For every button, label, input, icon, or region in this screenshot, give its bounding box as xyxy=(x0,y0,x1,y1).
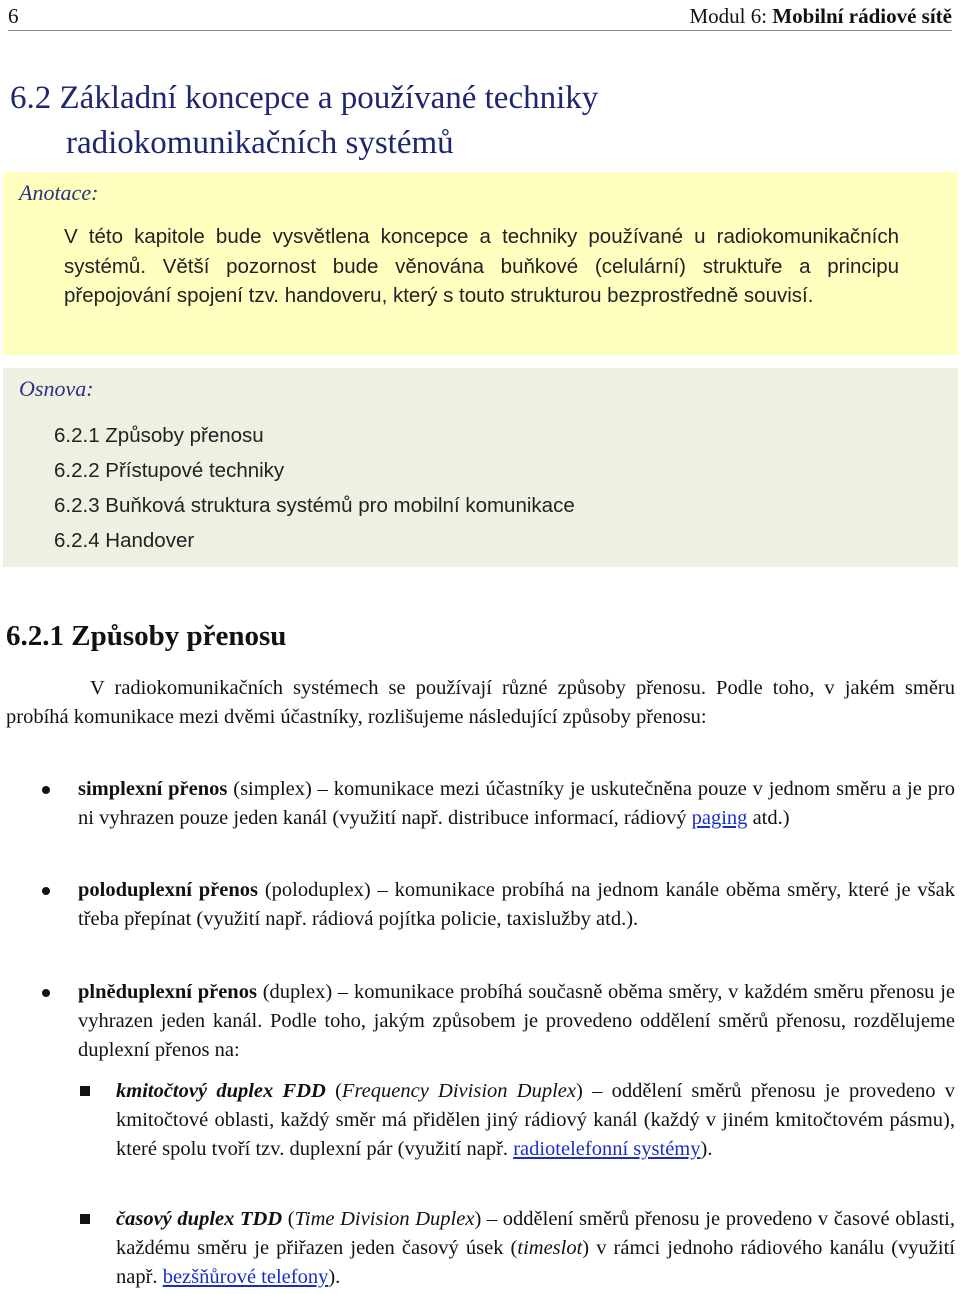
bullet-dot xyxy=(42,989,50,997)
outline-box xyxy=(3,368,958,567)
timeslot-term: timeslot xyxy=(517,1237,583,1259)
term: poloduplexní přenos xyxy=(78,879,258,901)
bullet-text: ). xyxy=(328,1266,341,1288)
term-expansion: Time Division Duplex xyxy=(294,1208,475,1230)
annotation-label: Anotace: xyxy=(19,180,99,205)
module-title xyxy=(689,4,952,29)
term: simplexní přenos xyxy=(78,778,228,800)
term: kmitočtový duplex FDD xyxy=(116,1080,326,1102)
bullet-simplex xyxy=(78,775,955,833)
radiotelephone-link[interactable]: radiotelefonní systémy xyxy=(513,1138,701,1160)
module-prefix: Modul 6: xyxy=(689,4,773,28)
module-name: Mobilní rádiové sítě xyxy=(772,4,952,28)
paging-link[interactable]: paging xyxy=(691,807,748,829)
square-bullet xyxy=(80,1086,90,1096)
square-bullet xyxy=(80,1214,90,1224)
term: časový duplex TDD xyxy=(116,1208,283,1230)
outline-item[interactable]: 6.2.1 Způsoby přenosu xyxy=(54,424,264,447)
term: plněduplexní přenos xyxy=(78,981,257,1003)
bullet-text: ) – oddělení směrů přenosu je provedeno v kmitočtové oblasti, každý směr má přidělen jiný rádiový kanál (každý v jiném kmitočtovém pásmu), které spolu tvoří tzv. duplexní pár (využití např. xyxy=(116,1080,955,1160)
subbullet-tdd xyxy=(116,1205,955,1292)
bullet-text: ( xyxy=(325,1080,342,1102)
cordless-phones-link[interactable]: bezšňůrové telefony xyxy=(162,1266,329,1288)
annotation-box xyxy=(3,172,958,355)
bullet-dot xyxy=(42,786,50,794)
bullet-text: (duplex) – komunikace probíhá současně oběma směry, v každém směru přenosu je vyhrazen jeden kanál. Podle toho, jakým způsobem je provedeno oddělení směrů přenosu, rozdělujeme duplexní přenos na: xyxy=(78,981,955,1061)
outline-item[interactable]: 6.2.4 Handover xyxy=(54,529,195,552)
bullet-text: ) – oddělení směrů přenosu je provedeno v časové oblasti, každému směru je přiřazen jeden časový úsek ( xyxy=(116,1208,955,1259)
outline-item[interactable]: 6.2.3 Buňková struktura systémů pro mobilní komunikace xyxy=(54,494,575,517)
bullet-duplex xyxy=(78,978,955,1065)
section-title-line1: 6.2 Základní koncepce a používané techniky xyxy=(10,80,599,116)
subbullet-fdd xyxy=(116,1077,955,1164)
bullet-text: (simplex) – komunikace mezi účastníky je uskutečněna pouze v jednom směru a je pro ni vyhrazen pouze jeden kanál (využití např. distribuce informací, rádiový xyxy=(78,778,955,829)
bullet-text: ). xyxy=(700,1138,713,1160)
section-title xyxy=(10,76,598,166)
page-header xyxy=(8,0,952,31)
intro-paragraph: V radiokomunikačních systémech se používají různé způsoby přenosu. Podle toho, v jakém směru probíhá komunikace mezi dvěmi účastníky, rozlišujeme následující způsoby přenosu: xyxy=(6,677,955,728)
bullet-text: ) v rámci jednoho rádiového kanálu (využití např. xyxy=(116,1237,955,1288)
section-title-line2: radiokomunikačních systémů xyxy=(66,125,454,161)
bullet-text: ( xyxy=(282,1208,295,1230)
subsection-title: 6.2.1 Způsoby přenosu xyxy=(6,620,287,652)
outline-list xyxy=(54,418,575,558)
outline-item[interactable]: 6.2.2 Přístupové techniky xyxy=(54,459,285,482)
bullet-halfduplex xyxy=(78,876,955,934)
bullet-dot xyxy=(42,887,50,895)
bullet-text: atd.) xyxy=(747,807,790,829)
bullet-text: (poloduplex) – komunikace probíhá na jednom kanále oběma směry, které je však třeba přepínat (využití např. rádiová pojítka policie, taxislužby atd.). xyxy=(78,879,955,930)
annotation-text: V této kapitole bude vysvětlena koncepce a techniky používané u radiokomunikačních systémů. Větší pozornost bude věnována buňkové (celulární) struktuře a principu přepojování spojení tzv. handoveru, který s touto strukturou bezprostředně souvisí. xyxy=(64,225,899,307)
page-number: 6 xyxy=(8,4,19,28)
term-expansion: Frequency Division Duplex xyxy=(341,1080,576,1102)
outline-label: Osnova: xyxy=(19,376,94,401)
